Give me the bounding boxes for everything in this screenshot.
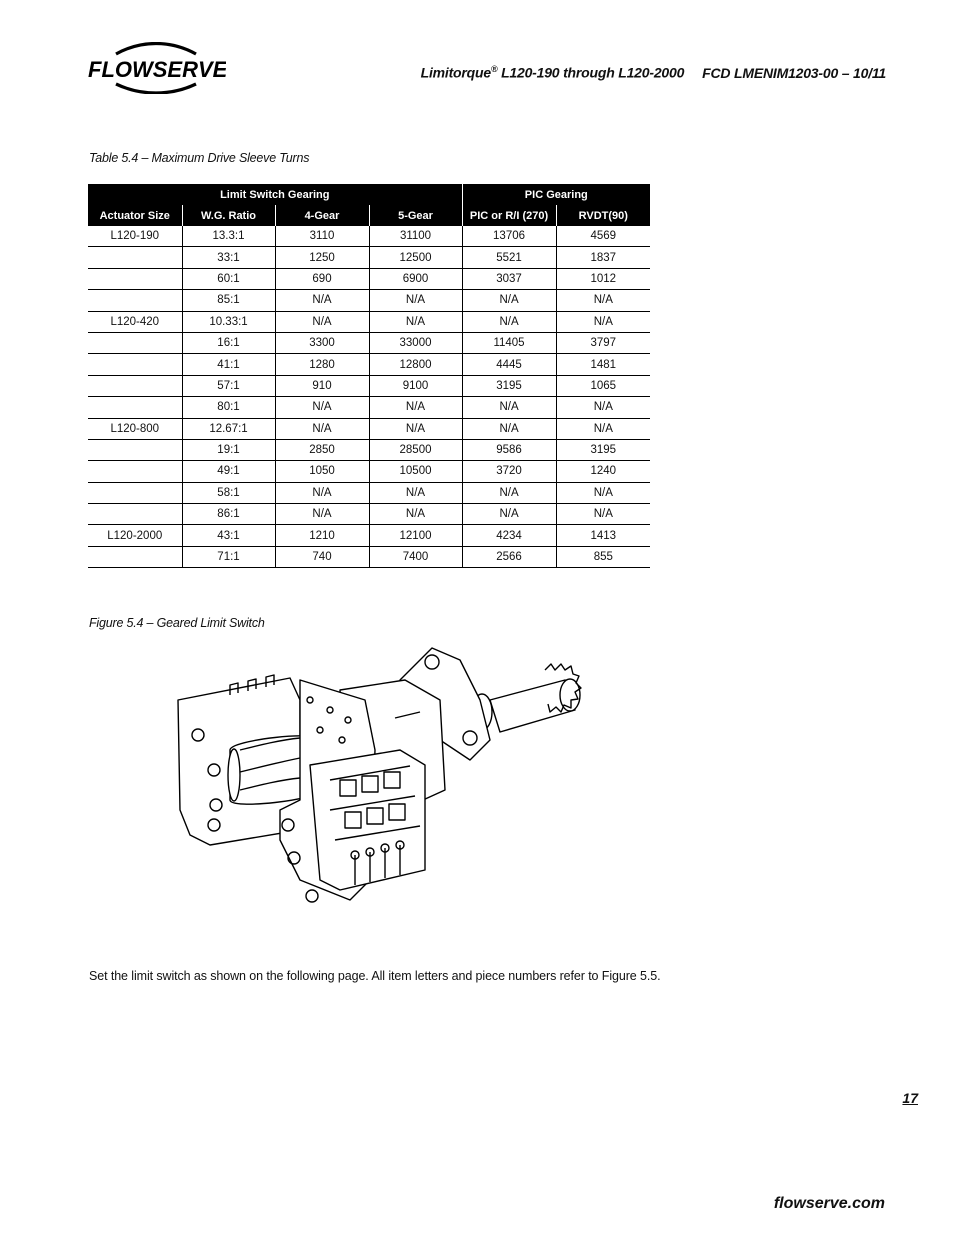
table-cell (88, 354, 182, 375)
table-cell: 86:1 (182, 504, 275, 525)
table-cell: 2850 (275, 439, 369, 460)
table-cell: N/A (462, 397, 556, 418)
table-cell: 58:1 (182, 482, 275, 503)
figure-caption: Figure 5.4 – Geared Limit Switch (89, 616, 265, 630)
table-cell (88, 482, 182, 503)
table-row (88, 226, 650, 247)
table-cell: 10500 (369, 461, 462, 482)
table-cell: N/A (369, 504, 462, 525)
table-cell (88, 332, 182, 353)
table-cell: 19:1 (182, 439, 275, 460)
table-row (88, 311, 650, 332)
table-cell: 11405 (462, 332, 556, 353)
table-cell (88, 268, 182, 289)
table-row (88, 375, 650, 396)
table-cell: 9586 (462, 439, 556, 460)
table-cell: 4569 (556, 226, 650, 247)
table-cell: N/A (462, 482, 556, 503)
table-cell (88, 504, 182, 525)
table-cell: 12100 (369, 525, 462, 546)
model-range: L120-190 through L120-2000 (497, 64, 685, 81)
table-cell: N/A (275, 311, 369, 332)
table-cell: 1210 (275, 525, 369, 546)
table-cell: 1837 (556, 247, 650, 268)
table-row (88, 247, 650, 268)
drive-sleeve-turns-table (88, 184, 650, 568)
website-url: flowserve.com (773, 1195, 885, 1212)
table-cell: N/A (556, 504, 650, 525)
table-cell: 43:1 (182, 525, 275, 546)
table-cell: 9100 (369, 375, 462, 396)
table-cell: N/A (556, 482, 650, 503)
table-cell (88, 546, 182, 567)
table-cell (88, 461, 182, 482)
table-cell: 690 (275, 268, 369, 289)
table-row (88, 418, 650, 439)
table-cell: 13.3:1 (182, 226, 275, 247)
table-cell: 12.67:1 (182, 418, 275, 439)
table-cell: 10.33:1 (182, 311, 275, 332)
table-row (88, 504, 650, 525)
product-name: Limitorque (420, 64, 491, 81)
table-row (88, 268, 650, 289)
table-cell: 4234 (462, 525, 556, 546)
table-cell: 2566 (462, 546, 556, 567)
table-cell: 1280 (275, 354, 369, 375)
table-cell: N/A (369, 397, 462, 418)
table-cell: N/A (462, 418, 556, 439)
header-title (421, 64, 886, 81)
table-row (88, 525, 650, 546)
table-cell: N/A (275, 482, 369, 503)
table-cell: 1065 (556, 375, 650, 396)
table-cell: 4445 (462, 354, 556, 375)
table-cell: N/A (556, 290, 650, 311)
table-cell: 3300 (275, 332, 369, 353)
table-cell: 12800 (369, 354, 462, 375)
table-cell: 28500 (369, 439, 462, 460)
column-header: RVDT(90) (556, 205, 650, 226)
table-cell: 7400 (369, 546, 462, 567)
table-cell: 740 (275, 546, 369, 567)
column-header: 5-Gear (369, 205, 462, 226)
table-cell: 31100 (369, 226, 462, 247)
table-cell: N/A (556, 311, 650, 332)
table-cell: 3797 (556, 332, 650, 353)
table-cell: 12500 (369, 247, 462, 268)
geared-limit-switch-figure (170, 640, 610, 940)
table-cell: N/A (462, 290, 556, 311)
table-cell (88, 397, 182, 418)
table-cell (88, 439, 182, 460)
column-header: Actuator Size (88, 205, 182, 226)
table-caption: Table 5.4 – Maximum Drive Sleeve Turns (89, 151, 310, 165)
table-cell: 41:1 (182, 354, 275, 375)
group-header-pic: PIC Gearing (462, 184, 650, 205)
table-row (88, 461, 650, 482)
table-row (88, 546, 650, 567)
table-cell (88, 247, 182, 268)
table-cell: 1240 (556, 461, 650, 482)
table-cell: 6900 (369, 268, 462, 289)
table-row (88, 397, 650, 418)
table-cell: 1481 (556, 354, 650, 375)
table-cell: 855 (556, 546, 650, 567)
table-cell: N/A (369, 311, 462, 332)
table-cell: 3037 (462, 268, 556, 289)
table-cell: 3195 (462, 375, 556, 396)
table-cell: N/A (556, 418, 650, 439)
column-header: 4-Gear (275, 205, 369, 226)
table-cell: N/A (369, 418, 462, 439)
table-cell: N/A (462, 504, 556, 525)
instruction-text: Set the limit switch as shown on the following page. All item letters and piece numbers refer to Figure 5.5. (89, 969, 661, 983)
table-cell: 71:1 (182, 546, 275, 567)
doc-code: FCD LMENIM1203-00 – 10/11 (702, 64, 886, 81)
page-number: 17 (902, 1090, 918, 1106)
table-cell (88, 375, 182, 396)
table-row (88, 332, 650, 353)
table-cell (88, 290, 182, 311)
reg-mark: ® (490, 64, 498, 74)
table-cell: 33000 (369, 332, 462, 353)
table-cell: N/A (275, 418, 369, 439)
table-cell: 5521 (462, 247, 556, 268)
table-cell: 16:1 (182, 332, 275, 353)
table-row (88, 354, 650, 375)
table-cell: 3110 (275, 226, 369, 247)
table-row (88, 482, 650, 503)
table-cell: N/A (275, 504, 369, 525)
table-cell: 3195 (556, 439, 650, 460)
table-cell: L120-420 (88, 311, 182, 332)
table-cell: N/A (275, 397, 369, 418)
table-cell: N/A (556, 397, 650, 418)
table-cell: 80:1 (182, 397, 275, 418)
table-cell: 49:1 (182, 461, 275, 482)
group-header-limit-switch: Limit Switch Gearing (88, 184, 462, 205)
flowserve-logo (86, 42, 226, 94)
table-row (88, 290, 650, 311)
table-cell: N/A (462, 311, 556, 332)
table-cell: 60:1 (182, 268, 275, 289)
table-cell: N/A (369, 290, 462, 311)
table-cell: 1050 (275, 461, 369, 482)
table-cell: 33:1 (182, 247, 275, 268)
table-cell: 1250 (275, 247, 369, 268)
column-header: W.G. Ratio (182, 205, 275, 226)
table-cell: L120-800 (88, 418, 182, 439)
table-row (88, 439, 650, 460)
column-header: PIC or R/I (270) (462, 205, 556, 226)
table-cell: 1012 (556, 268, 650, 289)
table-cell: 910 (275, 375, 369, 396)
table-cell: 85:1 (182, 290, 275, 311)
table-cell: N/A (369, 482, 462, 503)
brand-wordmark: FLOWSERVE (88, 57, 226, 82)
table-cell: 3720 (462, 461, 556, 482)
table-cell: L120-190 (88, 226, 182, 247)
table-cell: L120-2000 (88, 525, 182, 546)
table-cell: N/A (275, 290, 369, 311)
table-cell: 1413 (556, 525, 650, 546)
table-cell: 57:1 (182, 375, 275, 396)
table-cell: 13706 (462, 226, 556, 247)
